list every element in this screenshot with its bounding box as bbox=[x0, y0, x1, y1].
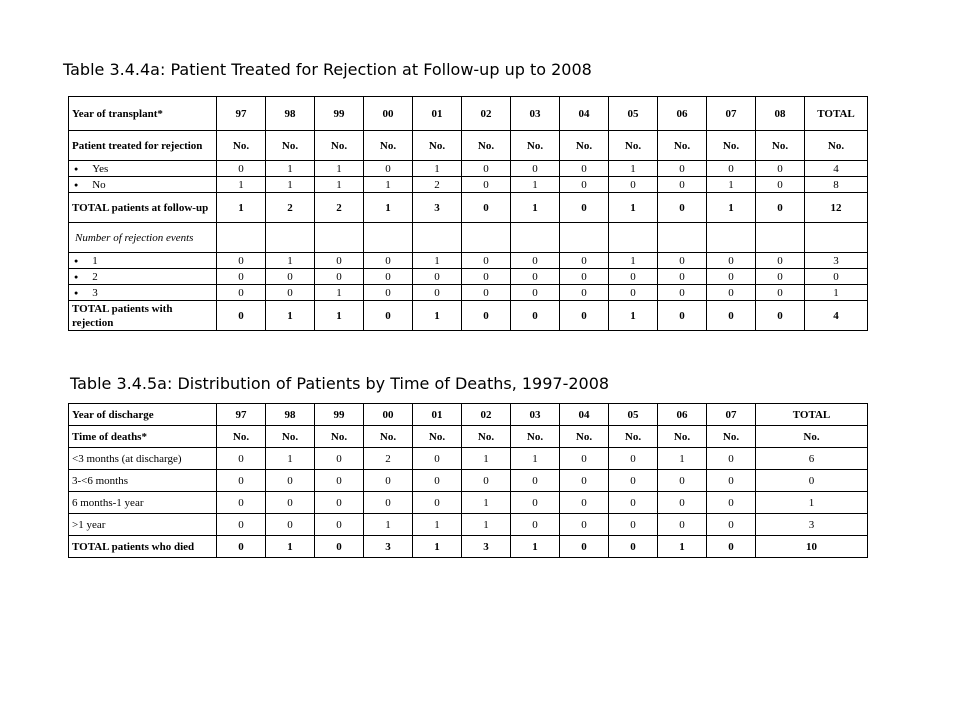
table-row bbox=[69, 536, 868, 558]
header-label: Year of transplant* bbox=[69, 97, 217, 131]
unit-header: No. bbox=[217, 426, 266, 448]
row-label: 6 months-1 year bbox=[69, 492, 217, 514]
value-cell: 0 bbox=[805, 269, 868, 285]
year-header: 97 bbox=[217, 404, 266, 426]
year-header: TOTAL bbox=[756, 404, 868, 426]
year-header: 00 bbox=[364, 404, 413, 426]
value-cell: 1 bbox=[805, 285, 868, 301]
year-header: 99 bbox=[315, 97, 364, 131]
value-cell: 0 bbox=[462, 285, 511, 301]
table-row bbox=[69, 514, 868, 536]
value-cell: 0 bbox=[217, 514, 266, 536]
unit-header: No. bbox=[805, 131, 868, 161]
value-cell: 0 bbox=[658, 492, 707, 514]
unit-header: No. bbox=[658, 426, 707, 448]
deaths-table bbox=[68, 403, 868, 558]
value-cell: 0 bbox=[609, 448, 658, 470]
value-cell: 0 bbox=[511, 269, 560, 285]
value-cell: 1 bbox=[266, 177, 315, 193]
value-cell: 0 bbox=[315, 253, 364, 269]
year-header: 03 bbox=[511, 97, 560, 131]
unit-header: No. bbox=[609, 426, 658, 448]
value-cell: 1 bbox=[462, 514, 511, 536]
unit-header: No. bbox=[315, 426, 364, 448]
unit-header: No. bbox=[364, 426, 413, 448]
value-cell: 0 bbox=[707, 470, 756, 492]
value-cell: 0 bbox=[217, 285, 266, 301]
value-cell: 0 bbox=[511, 470, 560, 492]
value-cell: 0 bbox=[707, 492, 756, 514]
table-row bbox=[69, 161, 868, 177]
value-cell: 1 bbox=[266, 301, 315, 331]
value-cell: 0 bbox=[609, 285, 658, 301]
value-cell bbox=[560, 223, 609, 253]
value-cell: 0 bbox=[266, 285, 315, 301]
value-cell: 0 bbox=[462, 193, 511, 223]
value-cell bbox=[609, 223, 658, 253]
value-cell: 12 bbox=[805, 193, 868, 223]
subheader-label: Patient treated for rejection bbox=[69, 131, 217, 161]
value-cell: 1 bbox=[266, 536, 315, 558]
value-cell: 0 bbox=[756, 285, 805, 301]
value-cell: 0 bbox=[217, 161, 266, 177]
table-row bbox=[69, 269, 868, 285]
value-cell: 3 bbox=[364, 536, 413, 558]
value-cell: 2 bbox=[413, 177, 462, 193]
table-row bbox=[69, 285, 868, 301]
value-cell: 0 bbox=[462, 253, 511, 269]
value-cell: 1 bbox=[315, 285, 364, 301]
value-cell: 0 bbox=[560, 514, 609, 536]
value-cell: 0 bbox=[217, 269, 266, 285]
unit-header: No. bbox=[707, 426, 756, 448]
value-cell: 0 bbox=[462, 177, 511, 193]
value-cell: 1 bbox=[756, 492, 868, 514]
value-cell: 1 bbox=[315, 177, 364, 193]
value-cell: 10 bbox=[756, 536, 868, 558]
value-cell: 0 bbox=[462, 269, 511, 285]
table-row bbox=[69, 492, 868, 514]
subheader-row bbox=[69, 131, 868, 161]
unit-header: No. bbox=[413, 131, 462, 161]
table-row bbox=[69, 470, 868, 492]
unit-header: No. bbox=[217, 131, 266, 161]
value-cell: 1 bbox=[707, 193, 756, 223]
value-cell: 1 bbox=[413, 514, 462, 536]
value-cell: 0 bbox=[217, 253, 266, 269]
unit-header: No. bbox=[266, 426, 315, 448]
unit-header: No. bbox=[511, 426, 560, 448]
unit-header: No. bbox=[756, 426, 868, 448]
value-cell: 0 bbox=[266, 514, 315, 536]
value-cell: 0 bbox=[315, 536, 364, 558]
value-cell: 1 bbox=[364, 177, 413, 193]
value-cell: 0 bbox=[511, 492, 560, 514]
value-cell: 0 bbox=[707, 161, 756, 177]
row-label: TOTAL patients with rejection bbox=[69, 301, 217, 331]
value-cell: 0 bbox=[707, 253, 756, 269]
value-cell: 0 bbox=[364, 470, 413, 492]
value-cell bbox=[266, 223, 315, 253]
unit-header: No. bbox=[560, 131, 609, 161]
header-label: Year of discharge bbox=[69, 404, 217, 426]
year-header: 98 bbox=[266, 97, 315, 131]
year-header: 01 bbox=[413, 404, 462, 426]
value-cell bbox=[462, 223, 511, 253]
value-cell: 0 bbox=[315, 448, 364, 470]
table-row bbox=[69, 301, 868, 331]
value-cell: 1 bbox=[609, 161, 658, 177]
unit-header: No. bbox=[511, 131, 560, 161]
unit-header: No. bbox=[658, 131, 707, 161]
value-cell: 0 bbox=[609, 269, 658, 285]
value-cell: 0 bbox=[511, 514, 560, 536]
value-cell: 0 bbox=[511, 161, 560, 177]
header-row bbox=[69, 404, 868, 426]
value-cell bbox=[805, 223, 868, 253]
value-cell: 0 bbox=[266, 269, 315, 285]
year-header: 06 bbox=[658, 97, 707, 131]
value-cell bbox=[707, 223, 756, 253]
value-cell: 0 bbox=[413, 448, 462, 470]
value-cell bbox=[217, 223, 266, 253]
value-cell: 0 bbox=[413, 492, 462, 514]
table-row bbox=[69, 223, 868, 253]
value-cell: 0 bbox=[364, 161, 413, 177]
value-cell: 0 bbox=[462, 161, 511, 177]
value-cell: 0 bbox=[511, 301, 560, 331]
table-row bbox=[69, 448, 868, 470]
value-cell: 0 bbox=[756, 193, 805, 223]
value-cell: 1 bbox=[609, 193, 658, 223]
value-cell: 0 bbox=[756, 470, 868, 492]
value-cell: 0 bbox=[609, 514, 658, 536]
value-cell: 0 bbox=[707, 536, 756, 558]
value-cell: 0 bbox=[217, 448, 266, 470]
unit-header: No. bbox=[756, 131, 805, 161]
value-cell: 1 bbox=[658, 536, 707, 558]
value-cell: 0 bbox=[609, 470, 658, 492]
value-cell: 1 bbox=[364, 514, 413, 536]
year-header: TOTAL bbox=[805, 97, 868, 131]
value-cell: 0 bbox=[560, 470, 609, 492]
value-cell: 0 bbox=[707, 448, 756, 470]
value-cell: 1 bbox=[609, 253, 658, 269]
value-cell: 0 bbox=[266, 470, 315, 492]
table2-caption: Table 3.4.5a: Distribution of Patients by Time of Deaths, 1997-2008 bbox=[70, 374, 610, 393]
unit-header: No. bbox=[560, 426, 609, 448]
value-cell: 0 bbox=[658, 301, 707, 331]
value-cell bbox=[756, 223, 805, 253]
value-cell: 0 bbox=[756, 301, 805, 331]
value-cell: 0 bbox=[364, 253, 413, 269]
value-cell: 0 bbox=[315, 492, 364, 514]
value-cell: 1 bbox=[413, 161, 462, 177]
value-cell: 1 bbox=[413, 253, 462, 269]
value-cell bbox=[413, 223, 462, 253]
value-cell: 1 bbox=[217, 193, 266, 223]
value-cell: 0 bbox=[364, 285, 413, 301]
year-header: 05 bbox=[609, 404, 658, 426]
year-header: 08 bbox=[756, 97, 805, 131]
rejection-table bbox=[68, 96, 868, 331]
row-label: TOTAL patients who died bbox=[69, 536, 217, 558]
value-cell: 0 bbox=[217, 492, 266, 514]
value-cell: 0 bbox=[315, 470, 364, 492]
unit-header: No. bbox=[364, 131, 413, 161]
value-cell: 1 bbox=[315, 301, 364, 331]
year-header: 06 bbox=[658, 404, 707, 426]
unit-header: No. bbox=[462, 426, 511, 448]
value-cell: 4 bbox=[805, 161, 868, 177]
value-cell: 0 bbox=[560, 448, 609, 470]
year-header: 04 bbox=[560, 404, 609, 426]
value-cell: 1 bbox=[266, 448, 315, 470]
year-header: 99 bbox=[315, 404, 364, 426]
row-label: ● 2 bbox=[69, 269, 217, 285]
value-cell: 1 bbox=[364, 193, 413, 223]
value-cell: 0 bbox=[658, 514, 707, 536]
value-cell: 0 bbox=[413, 470, 462, 492]
value-cell: 0 bbox=[315, 514, 364, 536]
value-cell: 2 bbox=[364, 448, 413, 470]
value-cell: 0 bbox=[511, 285, 560, 301]
value-cell: 3 bbox=[756, 514, 868, 536]
value-cell: 1 bbox=[658, 448, 707, 470]
unit-header: No. bbox=[413, 426, 462, 448]
value-cell: 2 bbox=[266, 193, 315, 223]
value-cell: 0 bbox=[756, 269, 805, 285]
value-cell: 0 bbox=[413, 285, 462, 301]
value-cell: 0 bbox=[560, 193, 609, 223]
year-header: 00 bbox=[364, 97, 413, 131]
year-header: 98 bbox=[266, 404, 315, 426]
value-cell: 0 bbox=[609, 177, 658, 193]
row-label: ● Yes bbox=[69, 161, 217, 177]
value-cell: 0 bbox=[560, 285, 609, 301]
value-cell: 0 bbox=[511, 253, 560, 269]
value-cell: 0 bbox=[609, 492, 658, 514]
value-cell: 3 bbox=[413, 193, 462, 223]
value-cell: 0 bbox=[658, 269, 707, 285]
value-cell: 1 bbox=[413, 301, 462, 331]
value-cell: 1 bbox=[315, 161, 364, 177]
value-cell: 0 bbox=[707, 285, 756, 301]
value-cell: 0 bbox=[364, 269, 413, 285]
value-cell: 1 bbox=[462, 492, 511, 514]
year-header: 07 bbox=[707, 97, 756, 131]
value-cell: 1 bbox=[511, 177, 560, 193]
value-cell: 1 bbox=[511, 193, 560, 223]
value-cell: 0 bbox=[756, 161, 805, 177]
value-cell: 0 bbox=[756, 253, 805, 269]
value-cell: 0 bbox=[364, 301, 413, 331]
value-cell: 1 bbox=[511, 448, 560, 470]
year-header: 07 bbox=[707, 404, 756, 426]
value-cell: 0 bbox=[217, 470, 266, 492]
unit-header: No. bbox=[707, 131, 756, 161]
value-cell: 0 bbox=[266, 492, 315, 514]
value-cell: 4 bbox=[805, 301, 868, 331]
value-cell: 0 bbox=[707, 301, 756, 331]
year-header: 05 bbox=[609, 97, 658, 131]
unit-header: No. bbox=[266, 131, 315, 161]
value-cell: 1 bbox=[511, 536, 560, 558]
value-cell: 0 bbox=[707, 514, 756, 536]
year-header: 02 bbox=[462, 97, 511, 131]
value-cell: 1 bbox=[266, 161, 315, 177]
row-label: >1 year bbox=[69, 514, 217, 536]
value-cell: 2 bbox=[315, 193, 364, 223]
value-cell: 0 bbox=[315, 269, 364, 285]
value-cell: 8 bbox=[805, 177, 868, 193]
year-header: 01 bbox=[413, 97, 462, 131]
year-header: 02 bbox=[462, 404, 511, 426]
subheader-label: Time of deaths* bbox=[69, 426, 217, 448]
row-label: 3-<6 months bbox=[69, 470, 217, 492]
unit-header: No. bbox=[315, 131, 364, 161]
value-cell: 1 bbox=[413, 536, 462, 558]
value-cell: 6 bbox=[756, 448, 868, 470]
value-cell: 0 bbox=[217, 301, 266, 331]
table-row bbox=[69, 253, 868, 269]
value-cell: 3 bbox=[805, 253, 868, 269]
year-header: 97 bbox=[217, 97, 266, 131]
value-cell: 0 bbox=[658, 193, 707, 223]
value-cell: 0 bbox=[364, 492, 413, 514]
row-label: ● 1 bbox=[69, 253, 217, 269]
value-cell: 0 bbox=[462, 470, 511, 492]
value-cell: 1 bbox=[609, 301, 658, 331]
row-label: <3 months (at discharge) bbox=[69, 448, 217, 470]
value-cell bbox=[315, 223, 364, 253]
value-cell: 3 bbox=[462, 536, 511, 558]
year-header: 03 bbox=[511, 404, 560, 426]
unit-header: No. bbox=[609, 131, 658, 161]
row-label: TOTAL patients at follow-up bbox=[69, 193, 217, 223]
value-cell: 1 bbox=[462, 448, 511, 470]
value-cell: 0 bbox=[756, 177, 805, 193]
value-cell: 0 bbox=[707, 269, 756, 285]
value-cell: 0 bbox=[217, 536, 266, 558]
value-cell: 0 bbox=[560, 253, 609, 269]
row-label: Number of rejection events bbox=[69, 223, 217, 253]
value-cell: 0 bbox=[560, 492, 609, 514]
value-cell: 0 bbox=[609, 536, 658, 558]
row-label: ● No bbox=[69, 177, 217, 193]
value-cell: 1 bbox=[217, 177, 266, 193]
value-cell bbox=[511, 223, 560, 253]
value-cell: 0 bbox=[658, 161, 707, 177]
table-row bbox=[69, 193, 868, 223]
value-cell bbox=[364, 223, 413, 253]
value-cell: 1 bbox=[707, 177, 756, 193]
value-cell: 0 bbox=[658, 177, 707, 193]
value-cell: 0 bbox=[658, 470, 707, 492]
row-label: ● 3 bbox=[69, 285, 217, 301]
value-cell: 0 bbox=[658, 285, 707, 301]
value-cell: 0 bbox=[560, 536, 609, 558]
value-cell bbox=[658, 223, 707, 253]
value-cell: 0 bbox=[560, 269, 609, 285]
value-cell: 0 bbox=[560, 177, 609, 193]
value-cell: 0 bbox=[560, 161, 609, 177]
unit-header: No. bbox=[462, 131, 511, 161]
value-cell: 0 bbox=[413, 269, 462, 285]
value-cell: 0 bbox=[462, 301, 511, 331]
table-row bbox=[69, 177, 868, 193]
value-cell: 0 bbox=[658, 253, 707, 269]
year-header: 04 bbox=[560, 97, 609, 131]
header-row bbox=[69, 97, 868, 131]
table1-caption: Table 3.4.4a: Patient Treated for Rejection at Follow-up up to 2008 bbox=[63, 60, 592, 79]
value-cell: 0 bbox=[560, 301, 609, 331]
subheader-row bbox=[69, 426, 868, 448]
value-cell: 1 bbox=[266, 253, 315, 269]
